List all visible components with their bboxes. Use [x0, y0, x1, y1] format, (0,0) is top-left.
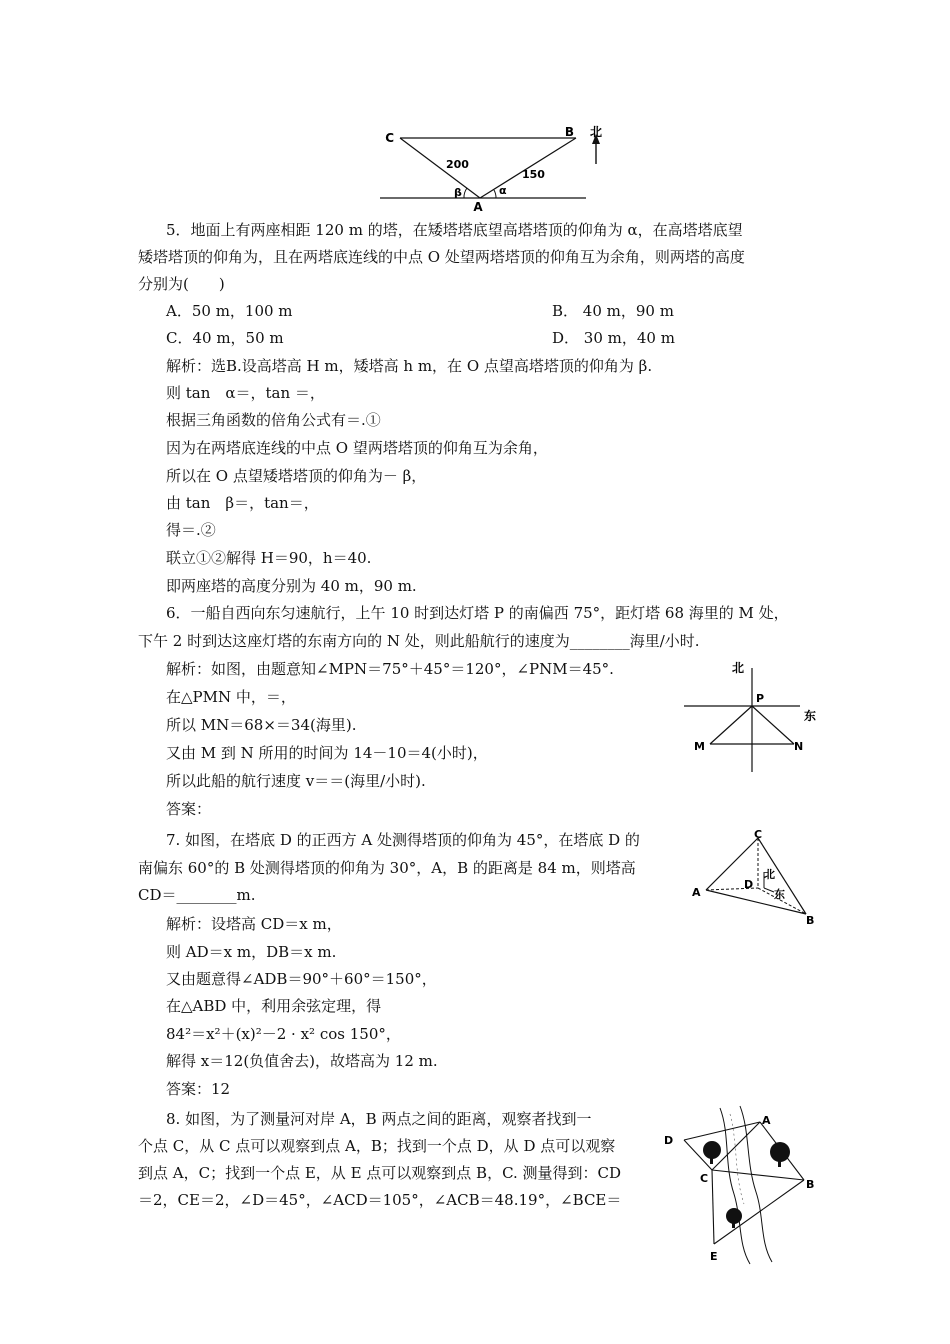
q7-solution-1: 解析：设塔高 CD＝x m， [166, 915, 342, 933]
q8-line-2: 个点 C，从 C 点可以观察到点 A，B；找到一个点 D，从 D 点可以观察 [138, 1137, 616, 1155]
q8-line-1: 8. 如图，为了测量河对岸 A，B 两点之间的距离，观察者找到一 [166, 1110, 592, 1128]
fig8-label-c: C [700, 1172, 709, 1185]
q7-solution-6: 解得 x＝12(负值舍去)，故塔高为 12 m. [166, 1052, 438, 1070]
q5-option-a: A．50 m，100 m [166, 302, 293, 320]
figure-towers-angles [380, 122, 610, 214]
q7-line-2: 南偏东 60°的 B 处测得塔顶的仰角为 30°，A，B 的距离是 84 m，则塔高 [138, 859, 636, 877]
fig7-label-c: C [754, 828, 763, 841]
q5-solution-4: 因为在两塔底连线的中点 O 望两塔塔顶的仰角互为余角， [166, 439, 548, 457]
q7-answer: 答案：12 [166, 1080, 231, 1098]
tree-icon [770, 1142, 790, 1167]
q5-solution-6: 由 tan β＝，tan＝， [166, 494, 319, 512]
q7-solution-3: 又由题意得∠ADB＝90°＋60°＝150°， [166, 970, 437, 988]
q6-solution-4: 又由 M 到 N 所用的时间为 14－10＝4(小时)， [166, 744, 488, 762]
fig1-label-c: C [385, 131, 394, 145]
fig6-label-east: 东 [804, 709, 817, 723]
q5-solution-5: 所以在 O 点望矮塔塔顶的仰角为－ β， [166, 467, 427, 485]
q5-solution-3: 根据三角函数的倍角公式有＝.① [166, 411, 381, 429]
fig7-label-north: 北 [764, 868, 775, 881]
fig7-label-d: D [744, 878, 754, 891]
fig8-label-d: D [664, 1134, 674, 1147]
fig8-label-b: B [806, 1178, 815, 1191]
fig6-label-n: N [794, 740, 804, 753]
q5-solution-8: 联立①②解得 H＝90，h＝40. [166, 549, 372, 567]
fig1-label-150: 150 [522, 168, 545, 181]
fig7-label-b: B [806, 914, 815, 927]
q5-solution-9: 即两座塔的高度分别为 40 m，90 m. [166, 577, 417, 595]
fig1-label-200: 200 [446, 158, 469, 171]
q6-solution-3: 所以 MN＝68×＝34(海里). [166, 716, 357, 734]
fig6-label-m: M [694, 740, 705, 753]
q6-line-1: 6．一船自西向东匀速航行，上午 10 时到达灯塔 P 的南偏西 75°，距灯塔 68 海里的 M 处， [166, 604, 789, 622]
fig8-label-e: E [710, 1250, 718, 1263]
q7-line-1: 7. 如图，在塔底 D 的正西方 A 处测得塔顶的仰角为 45°，在塔底 D 的 [166, 831, 640, 849]
fig8-label-a: A [762, 1114, 771, 1127]
q7-solution-5: 84²＝x²＋(x)²－2 · x² cos 150°， [166, 1025, 401, 1043]
q6-answer: 答案： [166, 800, 212, 818]
q6-line-2: 下午 2 时到达这座灯塔的东南方向的 N 处，则此船航行的速度为________海里/小时. [138, 632, 700, 650]
figure-tower-3d [688, 826, 822, 930]
q7-solution-4: 在△ABD 中，利用余弦定理，得 [166, 997, 382, 1015]
tree-icon [703, 1141, 721, 1164]
q6-solution-1: 解析：如图，由题意知∠MPN＝75°＋45°＝120°，∠PNM＝45°. [166, 660, 614, 678]
fig1-label-beta: β [454, 186, 462, 199]
q7-solution-2: 则 AD＝x m，DB＝x m. [166, 943, 337, 961]
fig1-label-north: 北 [590, 125, 603, 139]
q5-solution-1: 解析：选B.设高塔高 H m，矮塔高 h m，在 O 点望高塔塔顶的仰角为 β. [166, 357, 653, 375]
q7-line-3: CD＝________m. [138, 886, 256, 904]
fig7-label-a: A [692, 886, 701, 899]
q5-solution-2: 则 tan α＝，tan ＝， [166, 384, 325, 402]
fig7-label-east: 东 [774, 888, 785, 901]
q5-option-d: D． 30 m，40 m [552, 329, 675, 347]
q5-option-c: C．40 m，50 m [166, 329, 284, 347]
q5-line-2: 矮塔塔顶的仰角为，且在两塔底连线的中点 O 处望两塔塔顶的仰角互为余角，则两塔的高度 [138, 248, 745, 266]
q5-line-1: 5．地面上有两座相距 120 m 的塔，在矮塔塔底望高塔塔顶的仰角为 α，在高塔塔底望 [166, 221, 743, 239]
q5-line-3: 分别为( ) [138, 275, 225, 293]
fig6-label-north: 北 [731, 661, 744, 675]
q6-solution-2: 在△PMN 中，＝， [166, 688, 296, 706]
figure-lighthouse-course [680, 660, 830, 776]
q5-solution-7: 得＝.② [166, 521, 216, 539]
q8-line-3: 到点 A，C；找到一个点 E，从 E 点可以观察到点 B，C. 测量得到：CD [138, 1164, 622, 1182]
fig1-label-a: A [473, 200, 483, 214]
q8-line-4: ＝2，CE＝2，∠D＝45°，∠ACD＝105°，∠ACB＝48.19°，∠BCE＝ [138, 1191, 622, 1209]
q6-solution-5: 所以此船的航行速度 v＝＝(海里/小时). [166, 772, 426, 790]
q5-option-b: B． 40 m，90 m [552, 302, 674, 320]
fig1-label-alpha: α [499, 184, 507, 197]
fig6-label-p: P [756, 692, 765, 705]
figure-river-survey [660, 1104, 820, 1266]
fig1-label-b: B [564, 125, 574, 139]
